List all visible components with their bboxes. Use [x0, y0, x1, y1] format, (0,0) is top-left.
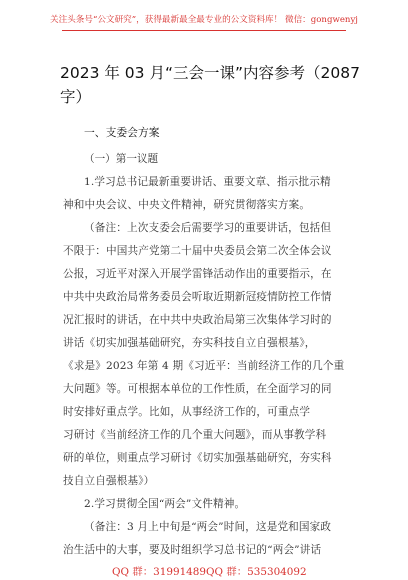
paragraph-line: （备注：3 月上中旬是“两会”时间，这是党和国家政 — [84, 521, 332, 533]
header-banner: 关注头条号“公文研究”，获得最新最全最专业的公文资料库！ 微信：gongwenyj — [50, 15, 358, 25]
paragraph-line: 大问题》等。可根据本单位的工作性质，在全面学习的同 — [63, 383, 332, 395]
subsection-heading: （一）第一议题 — [84, 153, 159, 165]
paragraph-line: 神和中央会议、中央文件精神，研究贯彻落实方案。 — [63, 199, 311, 211]
paragraph-line: 研的单位，则重点学习研讨《切实加强基础研究，夯实科 — [63, 452, 332, 464]
paragraph-line: 《求是》2023 年第 4 期《习近平：当前经济工作的几个重 — [63, 360, 345, 372]
paragraph-line: （备注：上次支委会后需要学习的重要讲话，包括但 — [84, 222, 332, 234]
paragraph-line: 不限于：中国共产党第二十届中央委员会第二次全体会议 — [63, 245, 332, 257]
paragraph-line: 时安排好重点学。比如，从事经济工作的，可重点学 — [63, 406, 311, 418]
footer-qq-group-1: QQ 群：31991489 — [112, 566, 207, 578]
section-heading: 一、支委会方案 — [84, 126, 160, 139]
paragraph-line: 治生活中的大事，要及时组织学习总书记的“两会”讲话 — [63, 544, 322, 556]
paragraph-line: 习研讨《当前经济工作的几个重大问题》，而从事教学科 — [63, 429, 327, 441]
paragraph-line: 公报，习近平对深入开展学雷锋活动作出的重要指示，在 — [63, 268, 332, 280]
document-title: 2023 年 03 月“三会一课”内容参考（2087 字） — [60, 64, 360, 106]
footer-qq-group-2: QQ 群：535304092 — [206, 566, 307, 578]
paragraph-line: 讲话《切实加强基础研究，夯实科技自立自强根基》， — [63, 337, 316, 349]
header-divider — [62, 30, 346, 31]
paragraph-line: 技自立自强根基》） — [63, 475, 155, 487]
paragraph-line: 况汇报时的讲话，在中共中央政治局第三次集体学习时的 — [63, 314, 332, 326]
paragraph-line: 2.学习贯彻全国“两会”文件精神。 — [84, 498, 246, 510]
paragraph-line: 中共中央政治局常务委员会听取近期新冠疫情防控工作情 — [63, 291, 332, 303]
paragraph-line: 1.学习总书记最新重要讲话、重要文章、指示批示精 — [84, 176, 331, 188]
